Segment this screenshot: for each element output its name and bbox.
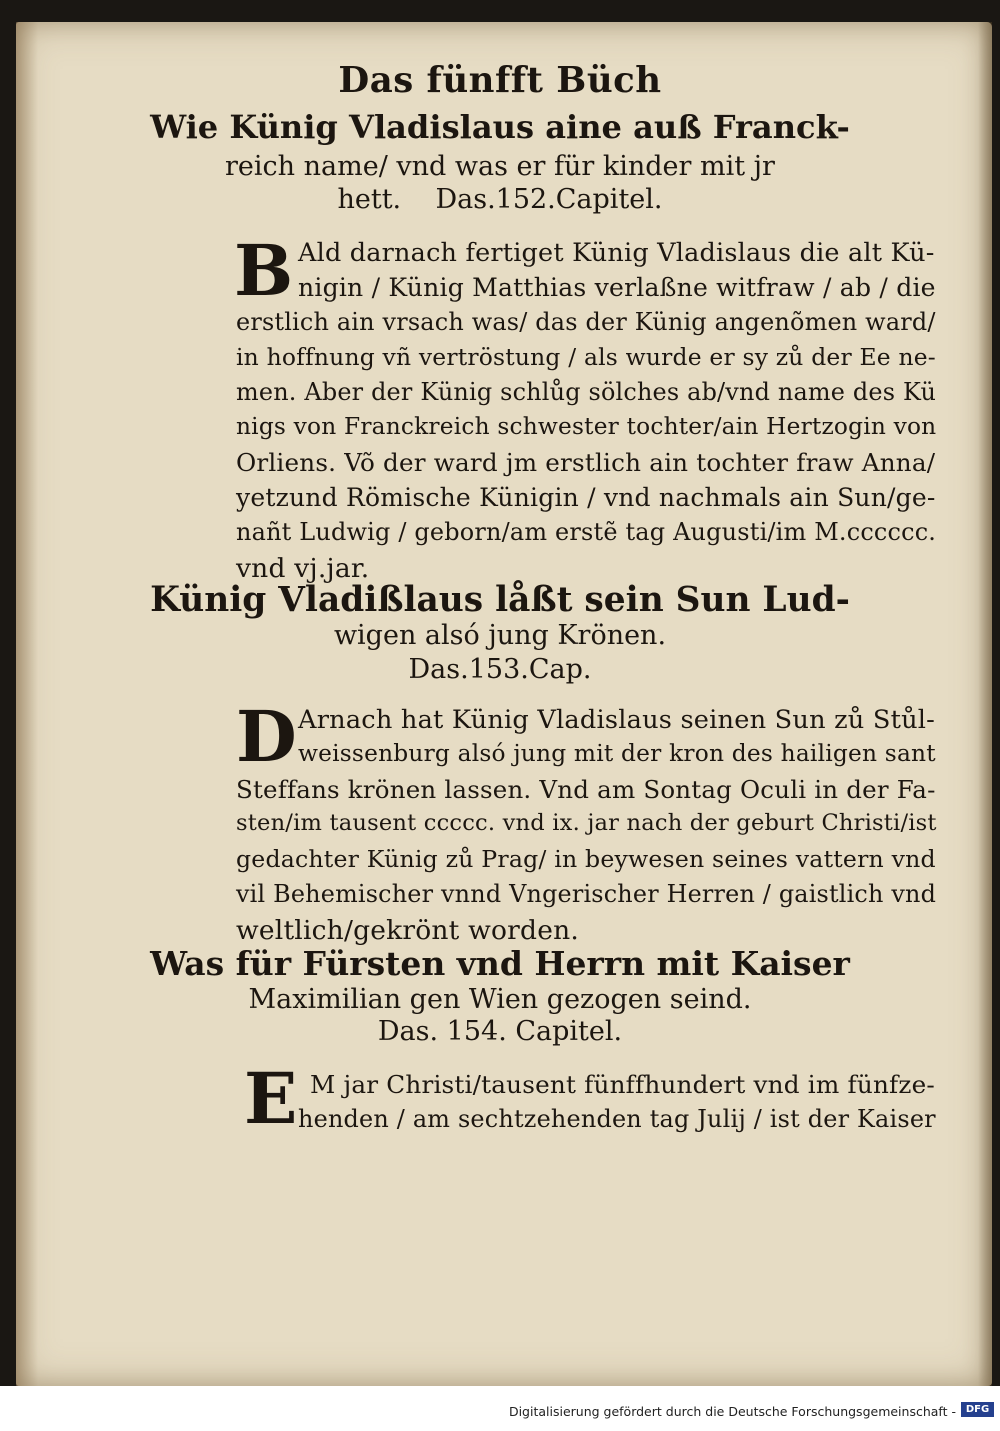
- page-gutter-shadow: [16, 22, 38, 1386]
- paragraph-152-line-7: Orliens. Võ der ward jm erstlich ain tochter fraw Anna/: [236, 448, 936, 477]
- funding-notice: Digitalisierung gefördert durch die Deutsche Forschungsgemeinschaft -: [508, 1404, 956, 1419]
- book-page: [16, 22, 992, 1386]
- paragraph-152-line-6: nigs von Franckreich schwester tochter/ain Hertzogin von: [236, 413, 937, 440]
- chapter-153-heading-line-2: wigen alsó jung Krönen.: [333, 620, 667, 651]
- paragraph-153-line-6: vil Behemischer vnnd Vngerischer Herren / gaistlich vnd: [236, 880, 937, 908]
- dropcap-b: B: [234, 229, 294, 312]
- paragraph-152-line-2: nigin / Künig Matthias verlaßne witfraw / ab / die: [298, 273, 936, 302]
- chapter-152-heading-line-3: hett. Das.152.Capitel.: [337, 184, 663, 215]
- chapter-154-heading-line-1: Was für Fürsten vnd Herrn mit Kaiser: [150, 944, 850, 983]
- paragraph-152-line-10: vnd vj.jar.: [236, 553, 370, 584]
- footer-bar: [0, 1386, 1000, 1431]
- paragraph-152-line-5: men. Aber der Künig schlůg sölches ab/vnd name des Kü: [236, 378, 937, 406]
- paragraph-153-line-1: Arnach hat Künig Vladislaus seinen Sun zů Stůl-: [298, 705, 936, 735]
- running-head: Das fünfft Büch: [338, 60, 662, 101]
- chapter-152-heading-line-1: Wie Künig Vladislaus aine auß Franck-: [150, 108, 850, 146]
- dropcap-e: E: [244, 1057, 298, 1140]
- paragraph-152-line-4: in hoffnung vñ vertröstung / als wurde er sy zů der Ee ne-: [236, 343, 936, 371]
- paragraph-154-line-2: henden / am sechtzehenden tag Julij / ist der Kaiser: [298, 1105, 936, 1133]
- chapter-153-heading-line-3: Das.153.Cap.: [408, 654, 592, 685]
- paragraph-154-line-1: M jar Christi/tausent fünffhundert vnd im fünfze-: [310, 1070, 935, 1099]
- paragraph-152-line-9: nañt Ludwig / geborn/am erstẽ tag Augusti/im M.cccccc.: [236, 518, 937, 546]
- paragraph-153-line-2: weissenburg alsó jung mit der kron des hailigen sant: [298, 740, 936, 767]
- dfg-logo: DFG: [961, 1402, 994, 1417]
- paragraph-153-line-5: gedachter Künig zů Prag/ in beywesen seines vattern vnd: [236, 845, 936, 873]
- page-edge-shadow: [978, 22, 992, 1386]
- paragraph-152-line-1: Ald darnach fertiget Künig Vladislaus die alt Kü-: [298, 238, 935, 268]
- dropcap-d: D: [236, 695, 297, 778]
- chapter-154-heading-line-2: Maximilian gen Wien gezogen seind.: [248, 984, 752, 1015]
- chapter-152-heading-line-2: reich name/ vnd was er für kinder mit jr: [225, 151, 775, 182]
- paragraph-152-line-8: yetzund Römische Künigin / vnd nachmals ain Sun/ge-: [236, 483, 936, 512]
- paragraph-153-line-3: Steffans krönen lassen. Vnd am Sontag Oculi in der Fa-: [236, 775, 936, 804]
- paragraph-153-line-4: sten/im tausent ccccc. vnd ix. jar nach der geburt Christi/ist: [236, 810, 937, 836]
- paragraph-152-line-3: erstlich ain vrsach was/ das der Künig angenõmen ward/: [236, 308, 936, 336]
- paragraph-153-line-7: weltlich/gekrönt worden.: [236, 915, 579, 946]
- chapter-154-heading-line-3: Das. 154. Capitel.: [377, 1016, 623, 1047]
- chapter-153-heading-line-1: Künig Vladißlaus låßt sein Sun Lud-: [150, 580, 850, 620]
